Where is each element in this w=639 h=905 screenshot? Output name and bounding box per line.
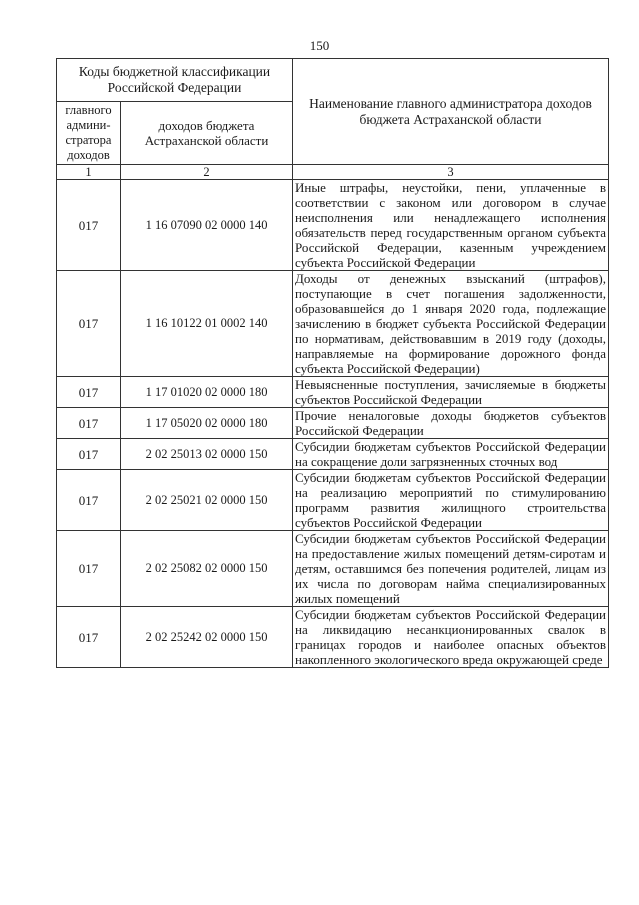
header-col2-title: доходов бюджета Астраханской области <box>121 102 293 165</box>
income-name: Субсидии бюджетам субъектов Российской Федерации на ликвидацию несанкционированных свалок в границах городов и наиболее опасных объектов накопленного экологического вреда окружающей среде <box>293 607 609 668</box>
admin-code: 017 <box>57 377 121 408</box>
header-group-title: Коды бюджетной классификации Российской Федерации <box>57 59 293 102</box>
admin-code: 017 <box>57 607 121 668</box>
column-number-1: 1 <box>57 165 121 180</box>
admin-code: 017 <box>57 180 121 271</box>
table-row <box>57 470 609 531</box>
column-number-2: 2 <box>121 165 293 180</box>
budget-code: 1 17 01020 02 0000 180 <box>121 377 293 408</box>
table-row <box>57 271 609 377</box>
income-name: Субсидии бюджетам субъектов Российской Федерации на реализацию мероприятий по стимулированию программ развития жилищного строительства субъектов Российской Федерации <box>293 470 609 531</box>
budget-classification-table <box>56 58 609 668</box>
admin-code: 017 <box>57 470 121 531</box>
budget-code: 1 17 05020 02 0000 180 <box>121 408 293 439</box>
income-name: Доходы от денежных взысканий (штрафов), поступающие в счет погашения задолженности, образовавшейся до 1 января 2020 года, подлежащие зачислению в бюджет субъекта Российской Федерации по нормативам, действовавшим в 2019 году (доходы, направляемые на формирование дорожного фонда субъекта Российской Федерации) <box>293 271 609 377</box>
header-row-numbers <box>57 165 609 180</box>
admin-code: 017 <box>57 439 121 470</box>
budget-code: 2 02 25242 02 0000 150 <box>121 607 293 668</box>
table-row <box>57 607 609 668</box>
admin-code: 017 <box>57 271 121 377</box>
budget-code: 2 02 25082 02 0000 150 <box>121 531 293 607</box>
admin-code: 017 <box>57 531 121 607</box>
column-number-3: 3 <box>293 165 609 180</box>
budget-code: 1 16 10122 01 0002 140 <box>121 271 293 377</box>
budget-code: 2 02 25013 02 0000 150 <box>121 439 293 470</box>
income-name: Прочие неналоговые доходы бюджетов субъектов Российской Федерации <box>293 408 609 439</box>
budget-code: 1 16 07090 02 0000 140 <box>121 180 293 271</box>
table-row <box>57 408 609 439</box>
table-row <box>57 180 609 271</box>
header-col1-title: главного админи-стратора доходов <box>57 102 121 165</box>
header-row-group <box>57 59 609 102</box>
admin-code: 017 <box>57 408 121 439</box>
table-row <box>57 377 609 408</box>
header-col3-title: Наименование главного администратора доходов бюджета Астраханской области <box>293 59 609 165</box>
income-name: Невыясненные поступления, зачисляемые в бюджеты субъектов Российской Федерации <box>293 377 609 408</box>
income-name: Субсидии бюджетам субъектов Российской Федерации на сокращение доли загрязненных сточных вод <box>293 439 609 470</box>
table-row <box>57 439 609 470</box>
table-row <box>57 531 609 607</box>
income-name: Субсидии бюджетам субъектов Российской Федерации на предоставление жилых помещений детям-сиротам и детям, оставшимся без попечения родителей, лицам из их числа по договорам найма специализированных жилых помещений <box>293 531 609 607</box>
page-number: 150 <box>309 38 330 53</box>
income-name: Иные штрафы, неустойки, пени, уплаченные в соответствии с законом или договором в случае неисполнения или ненадлежащего исполнения обязательств перед государственным органом субъекта Российской Федерации, казенным учреждением субъекта Российской Федерации <box>293 180 609 271</box>
budget-code: 2 02 25021 02 0000 150 <box>121 470 293 531</box>
